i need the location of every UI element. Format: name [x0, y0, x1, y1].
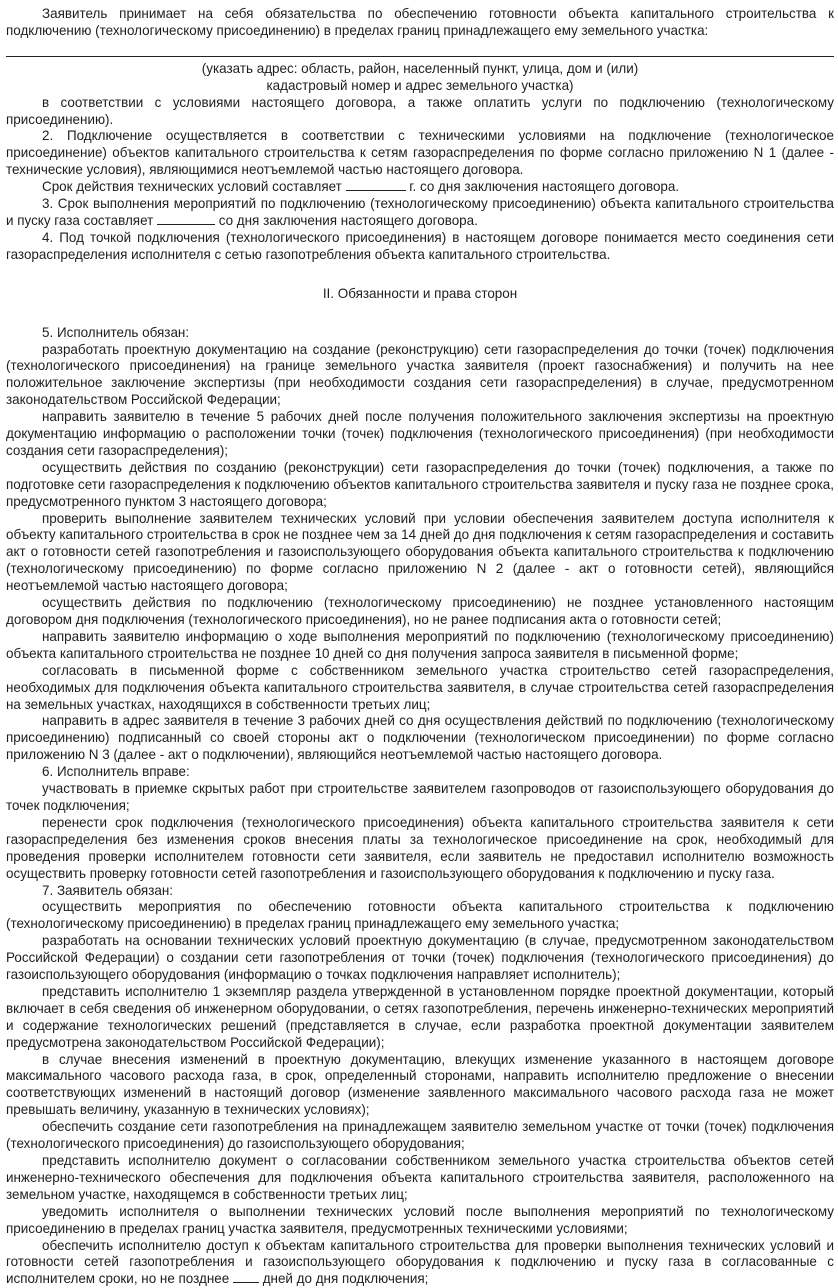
tu-term-text-b: г. со дня заключения настоящего договора.: [409, 179, 680, 195]
address-blank-line: [6, 42, 834, 57]
clause-7-item: в случае внесения изменений в проектную документацию, влекущих изменение указанного в настоящем договоре максимального часового расхода газа, в срок, определенный сторонами, направить исполнителю предложение о внесении соответствующих изменений в настоящий договор (изменение заявленного максимального часового расхода газа не может превышать величину, указанную в технических условиях);: [6, 1051, 834, 1118]
clause-7-heading: 7. Заявитель обязан:: [42, 882, 173, 898]
clause-7-item: представить исполнителю 1 экземпляр раздела утвержденной в установленном порядке проектной документации, который включает в себя сведения об инженерном оборудовании, о сетях газопотребления, перечень инженерно-технических мероприятий и содержание технологических решений (представляется в случае, если разработка проектной документации заявителем предусмотрена законодательством Российской Федерации);: [6, 983, 834, 1050]
tu-term-text-a: Срок действия технических условий составляет: [42, 179, 342, 195]
address-hint-2: кадастровый номер и адрес земельного участка): [266, 77, 574, 93]
access-text-b: дней до дня подключения;: [262, 1271, 429, 1287]
clause-5-item: проверить выполнение заявителем технических условий при условии обеспечения заявителем доступа исполнителя к объекту капитального строительства в срок не позднее чем за 14 дней до дня подключения к сетям газораспределения и составить акт о готовности сетей газопотребления и газоиспользующего оборудования объекта капитального строительства к подключению (технологическому присоединению) по форме согласно приложению N 2 (далее - акт о готовности сетей), являющийся неотъемлемой частью настоящего договора;: [6, 510, 834, 594]
section-title: II. Обязанности и права сторон: [322, 285, 518, 301]
clause-7-item: уведомить исполнителя о выполнении технических условий после выполнения мероприятий по технологическому присоединению в пределах границ участка заявителя, предусмотренных техническими условиями;: [6, 1203, 834, 1236]
clause-5-item: направить заявителю информацию о ходе выполнения мероприятий по подключению (технологическому присоединению) объекта капитального строительства не позднее 10 дней со дня получения запроса заявителя в письменной форме;: [6, 628, 834, 661]
clause-6-item: перенести срок подключения (технологического присоединения) объекта капитального строительства заявителя к сети газораспределения без изменения сроков внесения платы за технологическое присоединение на срок, необходимый для проведения проверки исполнителем готовности сети заявителя, если заявитель не предоставил исполнителю возможность осуществить проверку готовности сетей газопотребления и газоиспользующего оборудования к подключению и пуску газа.: [6, 814, 834, 881]
address-hint-1: (указать адрес: область, район, населенный пункт, улица, дом и (или): [201, 60, 639, 76]
access-text-a: обеспечить исполнителю доступ к объектам капитального строительства для проверки выполнения технических условий и готовности сетей газопотребления и газоиспользующего оборудования к подключению и пуску газа в согласованные с исполнителем сроки, но не позднее: [6, 1237, 834, 1287]
clause-7-item: обеспечить создание сети газопотребления на принадлежащем заявителю земельном участке от точки (точек) подключения (технологического присоединения) до газоиспользующего оборудования;: [6, 1119, 834, 1152]
tu-term-blank: [346, 190, 406, 191]
clause-6-heading: 6. Исполнитель вправе:: [42, 764, 190, 780]
access-days-blank: [233, 1282, 259, 1283]
clause-5-item: согласовать в письменной форме с собственником земельного участка строительство сетей газораспределения, необходимых для подключения объекта капитального строительства заявителя, в случае строительства сетей газораспределения на земельных участках, находящихся в собственности третьих лиц;: [6, 662, 834, 712]
clause-5-item: направить в адрес заявителя в течение 3 рабочих дней со дня осуществления действий по подключению (технологическому присоединению) подписанный со своей стороны акт о подключении (технологическом присоединении) по форме согласно приложению N 3 (далее - акт о подключении), являющийся неотъемлемой частью настоящего договора.: [6, 713, 834, 763]
clause-5-item: разработать проектную документацию на создание (реконструкцию) сети газораспределения до точки (точек) подключения (технологического присоединения) на границе земельного участка заявителя (проект газоснабжения) и получить на нее положительное заключение экспертизы (при необходимости создания сети газораспределения) в случае, предусмотренном законодательством Российской Федерации;: [6, 341, 834, 408]
clause-6-item: участвовать в приемке скрытых работ при строительстве заявителем газопроводов от газоиспользующего оборудования до точек подключения;: [6, 781, 834, 813]
p3-text-a: 3. Срок выполнения мероприятий по подключению (технологическому присоединению) объекта капитального строительства и пуску газа составляет: [6, 196, 834, 228]
clause-5-item: осуществить действия по подключению (технологическому присоединению) не позднее установленного настоящим договором дня подключения (технологического присоединения), но не ранее подписания акта о готовности сетей;: [6, 595, 834, 627]
clause-7-item-access: [6, 1238, 834, 1288]
p3-text-b: со дня заключения настоящего договора.: [218, 212, 478, 228]
paragraph-4: 4. Под точкой подключения (технологического присоединения) в настоящем договоре понимается место соединения сети газораспределения исполнителя с сетью газопотребления объекта капитального строительства.: [6, 229, 834, 262]
clause-7-item: разработать на основании технических условий проектную документацию (в случае, предусмотренном законодательством Российской Федерации) о создании сети газопотребления от точки (точек) подключения (технологического присоединения) до газоиспользующего оборудования (информацию о точках подключения направляет исполнитель);: [6, 933, 834, 983]
clause-7-item: осуществить мероприятия по обеспечению готовности объекта капитального строительства к подключению (технологическому присоединению) в пределах границ принадлежащего ему земельного участка;: [6, 899, 834, 932]
paragraph-tu-term: [6, 179, 834, 196]
clause-7-item: представить исполнителю документ о согласовании собственником земельного участка строительства объектов сетей инженерно-технического обеспечения для подключения объекта капитального строительства заявителя, расположенного на земельном участке, находящемся в собственности третьих лиц;: [6, 1153, 834, 1202]
p3-blank: [157, 224, 215, 225]
clause-5-item: осуществить действия по созданию (реконструкции) сети газораспределения до точки (точек) подключения, а также по подготовке сети газораспределения к подключению объектов капитального строительства заявителя и пуску газа не позднее срока, предусмотренного пунктом 3 настоящего договора;: [6, 459, 834, 509]
paragraph-3: [6, 196, 834, 230]
paragraph-conformity: в соответствии с условиями настоящего договора, а также оплатить услуги по подключению (технологическому присоединению).: [6, 94, 834, 127]
clause-5-heading: 5. Исполнитель обязан:: [42, 324, 190, 340]
clause-5-item: направить заявителю в течение 5 рабочих дней после получения положительного заключения экспертизы на проектную документацию информацию о расположении точки (точек) подключения (технологического присоединения) (при необходимости создания сети газораспределения);: [6, 409, 834, 458]
paragraph-2: 2. Подключение осуществляется в соответствии с техническими условиями на подключение (технологическое присоединение) объектов капитального строительства к сетям газораспределения по форме согласно приложению N 1 (далее - технические условия), являющимися неотъемлемой частью настоящего договора.: [6, 128, 834, 178]
paragraph-obligation: Заявитель принимает на себя обязательства по обеспечению готовности объекта капитального строительства к подключению (технологическому присоединению) в пределах границ принадлежащего ему земельного участка:: [6, 6, 834, 38]
